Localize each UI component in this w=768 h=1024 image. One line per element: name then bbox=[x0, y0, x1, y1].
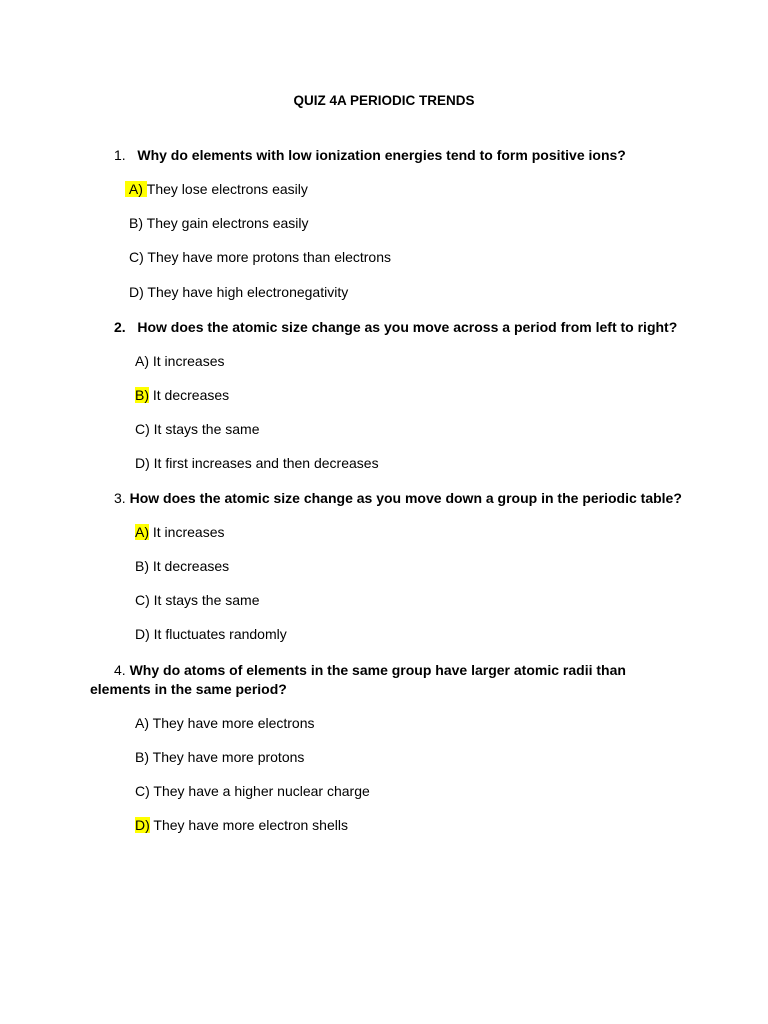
question-text: Why do atoms of elements in the same group have larger atomic radii than elements in the same period? bbox=[90, 662, 626, 697]
option-text: They have more protons bbox=[152, 749, 305, 765]
option-letter: B) bbox=[135, 558, 149, 574]
question-3-option-b bbox=[135, 558, 229, 574]
option-letter: C) bbox=[135, 421, 150, 437]
option-text: They have more electron shells bbox=[153, 817, 348, 833]
question-2 bbox=[114, 319, 677, 335]
option-letter: D) bbox=[135, 626, 150, 642]
option-text: It decreases bbox=[152, 558, 230, 574]
option-letter: B) bbox=[135, 749, 149, 765]
question-1-option-b bbox=[129, 215, 309, 231]
option-text: They have high electronegativity bbox=[147, 284, 349, 300]
question-number: 4. bbox=[114, 662, 126, 678]
option-text: It stays the same bbox=[153, 592, 260, 608]
option-letter: D) bbox=[135, 817, 150, 833]
question-2-option-a bbox=[135, 353, 224, 369]
option-text: They have more protons than electrons bbox=[147, 249, 391, 265]
option-letter: C) bbox=[135, 592, 150, 608]
option-text: It first increases and then decreases bbox=[153, 455, 379, 471]
question-text: Why do elements with low ionization energies tend to form positive ions? bbox=[137, 147, 626, 163]
option-text: It increases bbox=[152, 353, 225, 369]
option-letter: A) bbox=[135, 715, 149, 731]
option-letter: C) bbox=[129, 249, 144, 265]
option-letter: C) bbox=[135, 783, 150, 799]
question-1-option-a bbox=[125, 181, 308, 197]
option-letter: D) bbox=[135, 455, 150, 471]
question-number: 2. bbox=[114, 319, 126, 335]
option-text: They have a higher nuclear charge bbox=[153, 783, 370, 799]
question-text: How does the atomic size change as you move down a group in the periodic table? bbox=[129, 490, 682, 506]
question-4-option-d bbox=[135, 817, 348, 833]
question-1 bbox=[114, 147, 626, 163]
option-text: It decreases bbox=[152, 387, 230, 403]
question-4-option-b bbox=[135, 749, 304, 765]
question-2-option-c bbox=[135, 421, 260, 437]
question-2-option-b bbox=[135, 387, 229, 403]
option-text: They gain electrons easily bbox=[146, 215, 309, 231]
question-4-option-c bbox=[135, 783, 370, 799]
option-text: It increases bbox=[152, 524, 225, 540]
question-3-option-a bbox=[135, 524, 224, 540]
option-letter: B) bbox=[135, 387, 149, 403]
option-text: It fluctuates randomly bbox=[153, 626, 287, 642]
question-3-option-d bbox=[135, 626, 287, 642]
option-text: It stays the same bbox=[153, 421, 260, 437]
option-letter: A) bbox=[135, 353, 149, 369]
page-title: QUIZ 4A PERIODIC TRENDS bbox=[293, 93, 475, 108]
question-1-option-d bbox=[129, 284, 348, 300]
question-4-option-a bbox=[135, 715, 315, 731]
option-text: They have more electrons bbox=[152, 715, 315, 731]
option-letter: B) bbox=[129, 215, 143, 231]
question-number: 3. bbox=[114, 490, 126, 506]
option-letter: D) bbox=[129, 284, 144, 300]
question-3 bbox=[114, 490, 682, 506]
question-text: How does the atomic size change as you move across a period from left to right? bbox=[137, 319, 678, 335]
question-4 bbox=[90, 661, 650, 699]
option-text: They lose electrons easily bbox=[146, 181, 308, 197]
question-3-option-c bbox=[135, 592, 260, 608]
question-2-option-d bbox=[135, 455, 379, 471]
option-letter: A) bbox=[125, 181, 147, 197]
question-number: 1. bbox=[114, 147, 126, 163]
option-letter: A) bbox=[135, 524, 149, 540]
question-1-option-c bbox=[129, 249, 391, 265]
